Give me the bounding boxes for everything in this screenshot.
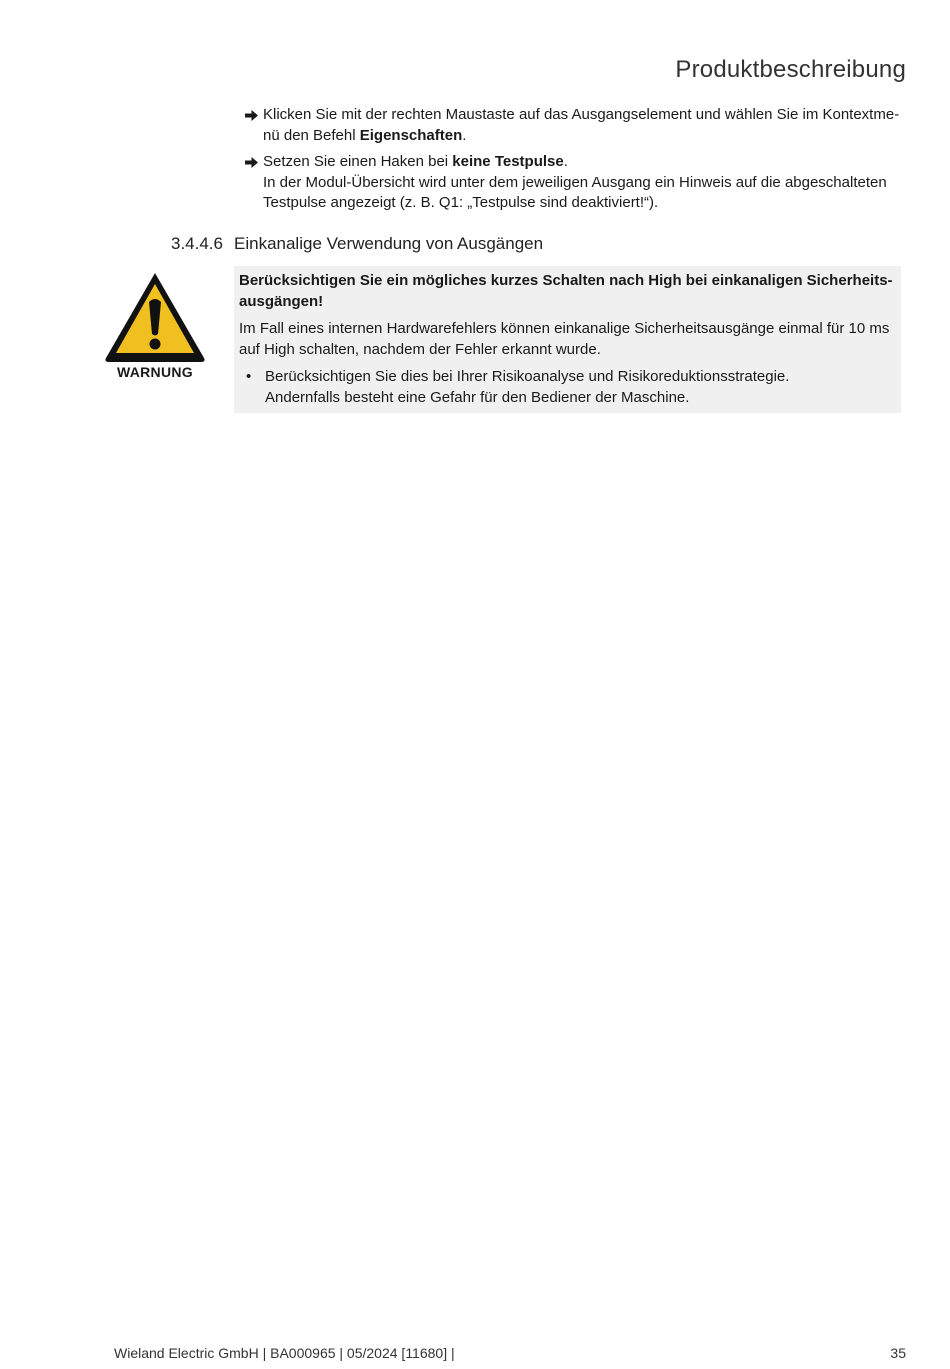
warning-text: Im Fall eines internen Hardwarefehlers können einkanalige Sicherheitsausgänge einmal für 10 ms auf High schalten, nachdem der Fehler erkannt wurde.	[239, 320, 890, 358]
step-text-end: .	[563, 153, 568, 170]
warning-label: WARNUNG	[117, 364, 193, 380]
section-heading	[171, 234, 543, 254]
step-item	[245, 105, 905, 146]
section-title: Einkanalige Verwendung von Ausgängen	[234, 234, 544, 253]
step-text: Setzen Sie einen Haken bei	[263, 153, 453, 170]
step-bold-term: keine Testpulse	[452, 153, 564, 170]
warning-triangle-icon	[102, 269, 208, 365]
step-bold-term: Eigenschaften	[359, 126, 463, 144]
warning-bullet-item	[239, 367, 901, 408]
instruction-steps	[245, 105, 905, 220]
step-result: In der Modul-Übersicht wird unter dem jeweiligen Ausgang ein Hinweis auf die abgeschalteten Testpulse angezeigt (z. B. Q1: „Testpulse sind deaktiviert!“).	[263, 173, 887, 211]
step-text-end: .	[462, 126, 467, 144]
warning-bullet-line: Berücksichtigen Sie dies bei Ihrer Risikoanalyse und Risikoreduktionsstrategie.	[265, 368, 790, 385]
warning-bullet-line: Andernfalls besteht eine Gefahr für den Bediener der Maschine.	[265, 388, 690, 406]
warning-title: Berücksichtigen Sie ein mögliches kurzes Schalten nach High bei einkanaligen Sicherheitsausgängen!	[239, 272, 893, 310]
warning-box	[234, 266, 901, 413]
section-number: 3.4.4.6	[171, 234, 223, 253]
arrow-right-icon	[245, 157, 258, 168]
step-text: Klicken Sie mit der rechten Maustaste auf das Ausgangselement und wählen Sie im Kontextmenü den Befehl	[263, 106, 900, 144]
bullet-marker: •	[246, 368, 252, 385]
page-header-title: Produktbeschreibung	[675, 56, 906, 83]
footer-info: Wieland Electric GmbH | BA000965 | 05/2024 [11680] |	[114, 1345, 455, 1361]
page-number: 35	[890, 1345, 906, 1361]
arrow-right-icon	[245, 110, 258, 121]
step-item	[245, 152, 905, 214]
